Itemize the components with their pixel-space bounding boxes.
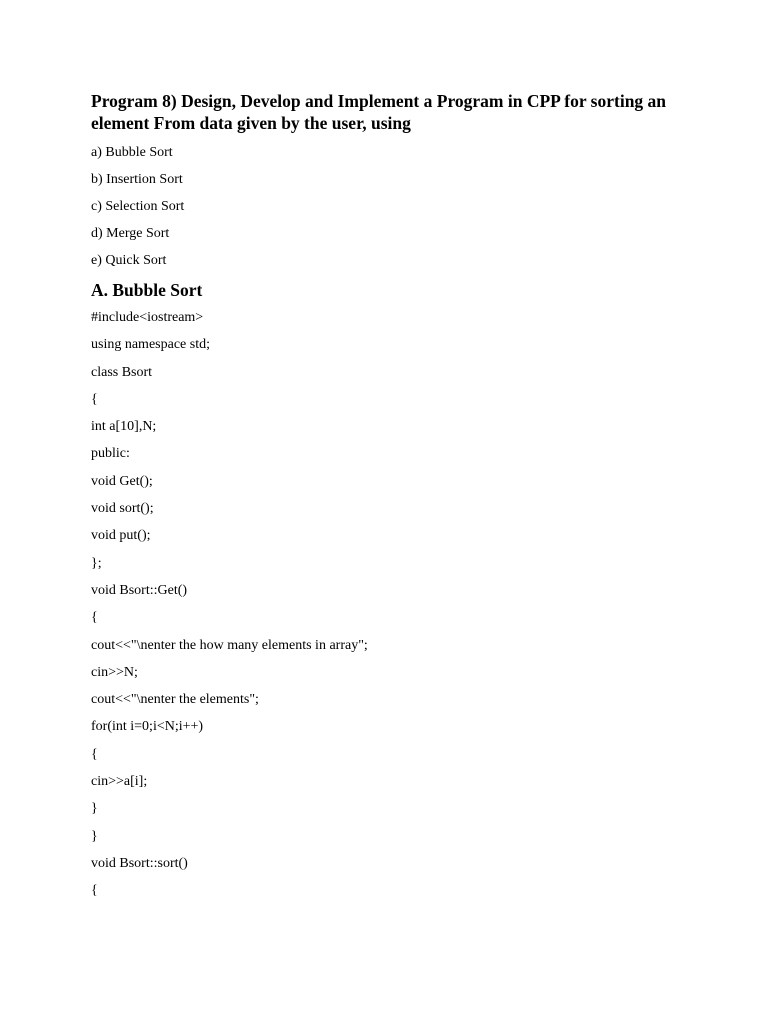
option-quick-sort: e) Quick Sort — [91, 253, 167, 268]
code-line: #include<iostream> — [91, 310, 204, 325]
option-merge-sort: d) Merge Sort — [91, 226, 170, 241]
sort-options-list — [91, 144, 691, 269]
code-line: void Get(); — [91, 473, 153, 489]
code-line: public: — [91, 446, 130, 462]
code-line: }; — [91, 555, 102, 571]
option-selection-sort: c) Selection Sort — [91, 199, 185, 214]
code-line: cin>>N; — [91, 664, 138, 680]
code-line: cout<<"\nenter the elements"; — [91, 692, 259, 708]
code-line: for(int i=0;i<N;i++) — [91, 719, 204, 735]
code-line: cin>>a[i]; — [91, 774, 148, 790]
code-line: int a[10],N; — [91, 419, 157, 435]
document-page — [91, 90, 691, 910]
code-line: void sort(); — [91, 501, 154, 517]
code-line: { — [91, 883, 98, 899]
code-line: void Bsort::Get() — [91, 582, 188, 598]
code-block — [91, 309, 691, 899]
code-line: } — [91, 801, 98, 817]
code-line: { — [91, 391, 98, 407]
section-heading: A. Bubble Sort — [91, 280, 203, 300]
code-line: cout<<"\nenter the how many elements in array"; — [91, 637, 368, 653]
program-title: Program 8) Design, Develop and Implement a Program in CPP for sorting an element From data given by the user, using — [91, 91, 667, 133]
code-line: void put(); — [91, 528, 151, 544]
code-line: class Bsort — [91, 364, 153, 380]
code-line: { — [91, 746, 98, 762]
code-line: void Bsort::sort() — [91, 855, 188, 871]
code-line: using namespace std; — [91, 337, 210, 353]
option-bubble-sort: a) Bubble Sort — [91, 145, 173, 160]
code-line: { — [91, 610, 98, 626]
option-insertion-sort: b) Insertion Sort — [91, 172, 183, 187]
code-line: } — [91, 828, 98, 844]
